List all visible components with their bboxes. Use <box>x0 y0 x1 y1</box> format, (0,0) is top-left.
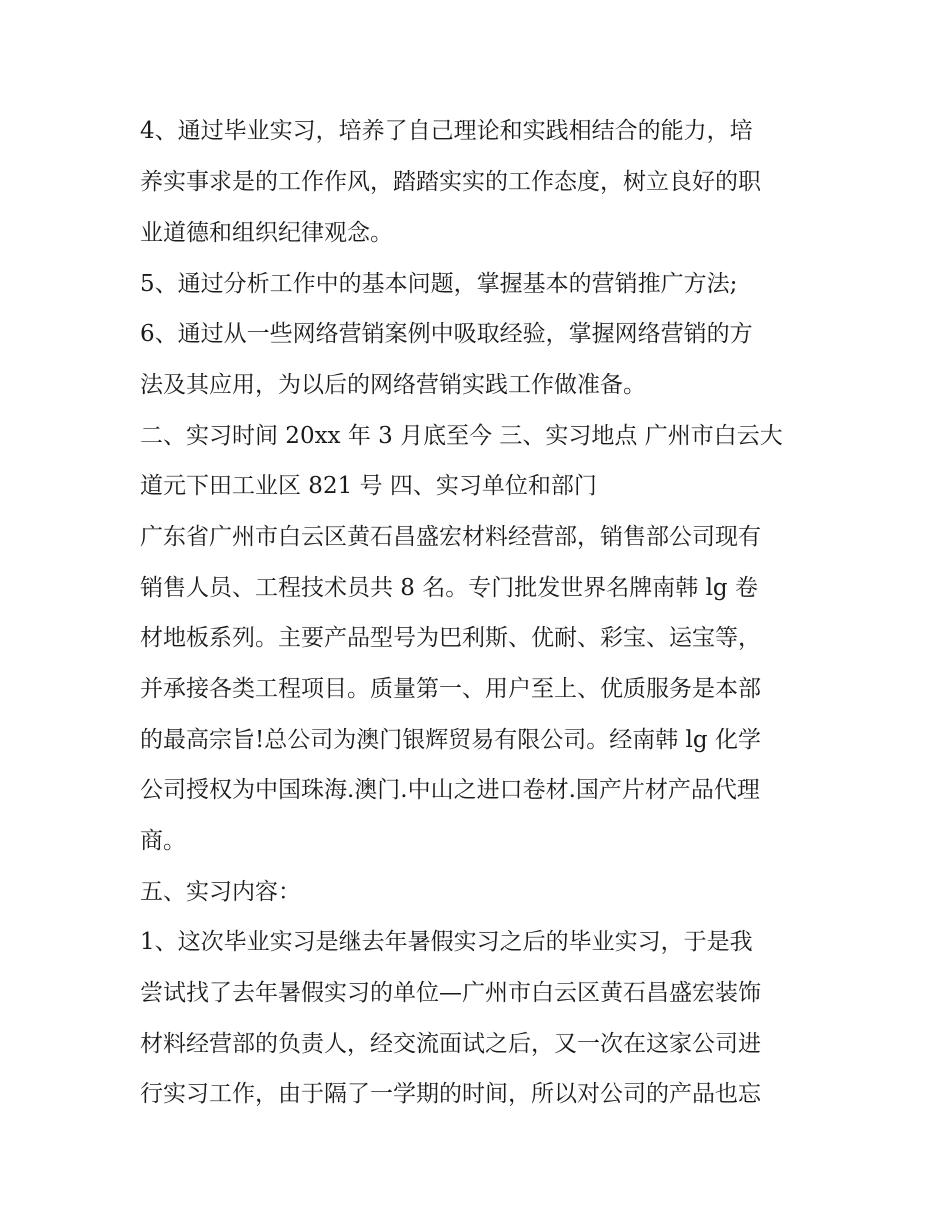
text-line: 行实习工作，由于隔了一学期的时间，所以对公司的产品也忘 <box>140 1081 761 1107</box>
text-line: 五、实习内容： <box>140 879 301 905</box>
text-line: 商。 <box>140 828 186 854</box>
text-line: 二、实习时间 20xx 年 3 月底至今 三、实习地点 广州市白云大 <box>140 423 783 449</box>
text-line: 公司授权为中国珠海.澳门.中山之进口卷材.国产片材产品代理 <box>140 777 760 803</box>
text-line: 的最高宗旨!总公司为澳门银辉贸易有限公司。经南韩 lg 化学 <box>140 727 761 753</box>
text-line: 销售人员、工程技术员共 8 名。专门批发世界名牌南韩 lg 卷 <box>140 575 758 601</box>
text-line: 广东省广州市白云区黄石昌盛宏材料经营部，销售部公司现有 <box>140 524 761 550</box>
text-line: 1、这次毕业实习是继去年暑假实习之后的毕业实习，于是我 <box>140 929 753 955</box>
text-line: 并承接各类工程项目。质量第一、用户至上、优质服务是本部 <box>140 676 761 702</box>
text-line: 4、通过毕业实习，培养了自己理论和实践相结合的能力，培 <box>140 118 753 144</box>
text-line: 尝试找了去年暑假实习的单位—广州市白云区黄石昌盛宏装饰 <box>140 980 761 1006</box>
text-line: 业道德和组织纪律观念。 <box>140 220 393 246</box>
text-line: 6、通过从一些网络营销案例中吸取经验，掌握网络营销的方 <box>140 321 753 347</box>
text-line: 养实事求是的工作作风，踏踏实实的工作态度，树立良好的职 <box>140 169 761 195</box>
text-line: 材地板系列。主要产品型号为巴利斯、优耐、彩宝、运宝等， <box>140 625 761 651</box>
text-line: 法及其应用，为以后的网络营销实践工作做准备。 <box>140 372 646 398</box>
text-line: 材料经营部的负责人，经交流面试之后，又一次在这家公司进 <box>140 1031 761 1057</box>
text-line: 道元下田工业区 821 号 四、实习单位和部门 <box>140 473 597 499</box>
text-line: 5、通过分析工作中的基本问题，掌握基本的营销推广方法; <box>140 271 738 297</box>
